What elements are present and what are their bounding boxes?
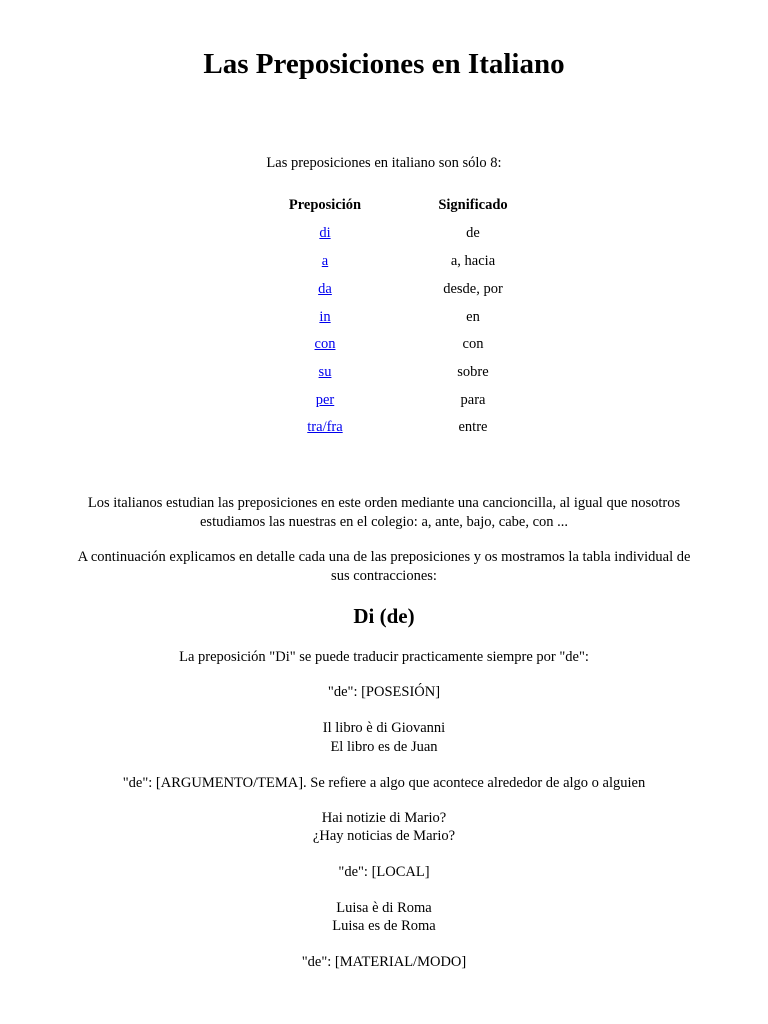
usage-label-posesion: "de": [POSESIÓN] bbox=[327, 684, 441, 700]
usage-example-italian: Il libro è di Giovanni bbox=[322, 720, 446, 736]
paragraph-order-line1: Los italianos estudian las preposiciones en este orden mediante una cancioncilla, al igual que nosotros bbox=[87, 495, 681, 511]
table-row-tra-fra-prep bbox=[265, 418, 385, 436]
preposition-link-di[interactable]: di bbox=[319, 225, 331, 241]
table-row-con-meaning: con bbox=[462, 336, 484, 352]
preposition-link-per[interactable]: per bbox=[315, 392, 335, 408]
paragraph-order-line2: estudiamos las nuestras en el colegio: a, ante, bajo, cabe, con ... bbox=[199, 514, 568, 530]
paragraph-details-line2: sus contracciones: bbox=[331, 568, 437, 584]
table-row-da-prep bbox=[265, 280, 385, 298]
table-row-di-meaning: de bbox=[466, 225, 480, 241]
table-row-in-meaning: en bbox=[466, 309, 480, 325]
section-di-intro: La preposición "Di" se puede traducir practicamente siempre por "de": bbox=[179, 649, 589, 665]
usage-example-spanish: El libro es de Juan bbox=[330, 739, 438, 755]
table-header-meaning: Significado bbox=[438, 197, 508, 213]
usage-label-argumento: "de": [ARGUMENTO/TEMA]. Se refiere a algo que acontece alrededor de algo o alguien bbox=[122, 775, 646, 791]
table-row-di-prep bbox=[265, 224, 385, 242]
table-row-per-prep bbox=[265, 391, 385, 409]
table-row-con-prep bbox=[265, 335, 385, 353]
table-row-su-meaning: sobre bbox=[457, 364, 489, 380]
usage-example-spanish: Luisa es de Roma bbox=[332, 918, 436, 934]
table-row-su-prep bbox=[265, 363, 385, 381]
usage-label-material-modo: "de": [MATERIAL/MODO] bbox=[301, 954, 467, 970]
table-header-preposition: Preposición bbox=[288, 197, 362, 213]
table-row-in-prep bbox=[265, 308, 385, 326]
usage-example-italian: Luisa è di Roma bbox=[336, 900, 432, 916]
preposition-link-con[interactable]: con bbox=[314, 336, 336, 352]
page-title: Las Preposiciones en Italiano bbox=[203, 48, 565, 80]
preposition-link-a[interactable]: a bbox=[321, 253, 329, 269]
table-row-tra-fra-meaning: entre bbox=[458, 419, 488, 435]
section-heading-di: Di (de) bbox=[353, 604, 415, 628]
paragraph-details-line1: A continuación explicamos en detalle cada una de las preposiciones y os mostramos la tabla individual de bbox=[77, 549, 691, 565]
preposition-link-in[interactable]: in bbox=[319, 309, 331, 325]
preposition-link-su[interactable]: su bbox=[318, 364, 332, 380]
intro-text: Las preposiciones en italiano son sólo 8: bbox=[266, 155, 502, 171]
usage-example-spanish: ¿Hay noticias de Mario? bbox=[312, 828, 456, 844]
usage-example-italian: Hai notizie di Mario? bbox=[321, 810, 447, 826]
table-row-a-prep bbox=[265, 252, 385, 270]
preposition-link-da[interactable]: da bbox=[318, 281, 332, 297]
preposition-link-tra-fra[interactable]: tra/fra bbox=[307, 419, 343, 435]
table-row-da-meaning: desde, por bbox=[443, 281, 503, 297]
table-row-a-meaning: a, hacia bbox=[450, 253, 496, 269]
usage-label-local: "de": [LOCAL] bbox=[338, 864, 430, 880]
table-row-per-meaning: para bbox=[460, 392, 486, 408]
